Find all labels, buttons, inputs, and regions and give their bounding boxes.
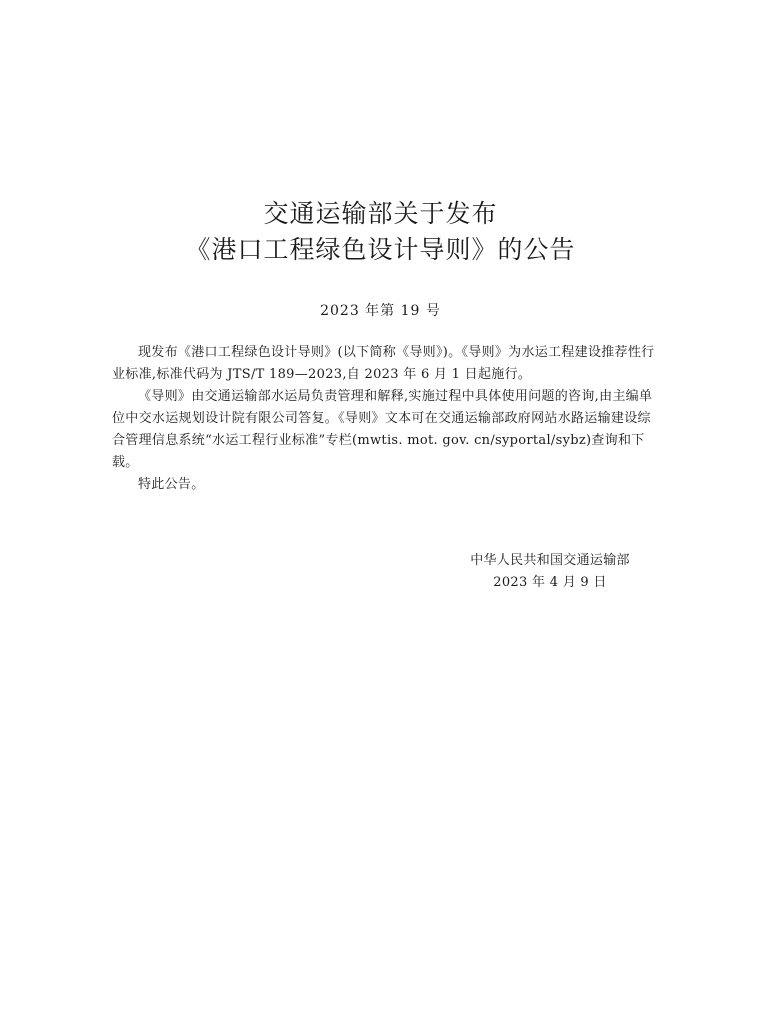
- announcement-number: 2023 年第 19 号: [320, 303, 441, 319]
- signature-block: [440, 550, 660, 594]
- announcement-body: [112, 342, 662, 496]
- title-line-1: 交通运输部关于发布: [263, 199, 498, 228]
- signature-org: 中华人民共和国交通运输部: [470, 553, 630, 568]
- signature-date: 2023 年 4 月 9 日: [493, 575, 607, 590]
- title-line-2: 《港口工程绿色设计导则》的公告: [185, 235, 576, 264]
- paragraph-1: 现发布《港口工程绿色设计导则》(以下简称《导则》)。《导则》为水运工程建设推荐性行业标准,标准代码为 JTS/T 189—2023,自 2023 年 6 月 1 日起施行。: [112, 345, 655, 382]
- paragraph-3: 特此公告。: [138, 477, 205, 492]
- paragraph-2: 《导则》由交通运输部水运局负责管理和解释,实施过程中具体使用问题的咨询,由主编单位中交水运规划设计院有限公司答复。《导则》文本可在交通运输部政府网站水路运输建设综合管理信息系统“水运工程行业标准”专栏(mwtis. mot. gov. cn/syportal/sybz)查询和下载。: [112, 389, 653, 470]
- announcement-title: [0, 196, 761, 268]
